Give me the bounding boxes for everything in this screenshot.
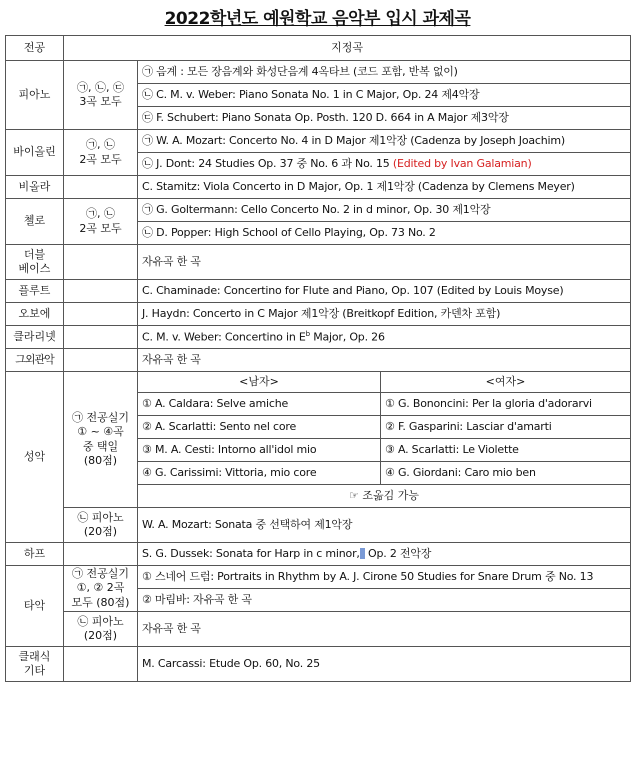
voice-female-piece-3: ③ A. Scarlatti: Le Violette [381,439,631,462]
clarinet-piece [138,326,631,349]
viola-group [64,176,138,199]
voice-piano-piece: W. A. Mozart: Sonata 중 선택하여 제1악장 [138,508,631,543]
harp-piece [138,543,631,566]
voice-row [6,508,631,543]
clarinet-group [64,326,138,349]
major-oboe: 오보에 [6,303,64,326]
voice-group-2: ㉡ 피아노 (20점) [64,508,138,543]
major-viola: 비올라 [6,176,64,199]
voice-male-piece-2: ② A. Scarlatti: Sento nel core [138,416,381,439]
clarinet-piece-text-end: Major, Op. 26 [309,330,385,344]
violin-piece-2-editor: (Edited by Ivan Galamian) [392,156,532,170]
major-percussion: 타악 [6,566,64,647]
clarinet-flat-sign: b [305,329,310,338]
percussion-row [6,566,631,589]
percussion-piano-piece: 자유곡 한 곡 [138,612,631,647]
voice-female-piece-4: ④ G. Giordani: Caro mio ben [381,462,631,485]
violin-piece-1: ㉠ W. A. Mozart: Concerto No. 4 in D Major 제1악장 (Cadenza by Joseph Joachim) [138,130,631,153]
piano-piece-2: ㉡ C. M. v. Weber: Piano Sonata No. 1 in C Major, Op. 24 제4악장 [138,84,631,107]
header-row [6,36,631,61]
major-voice: 성악 [6,372,64,543]
piano-piece-1: ㉠ 음계 : 모든 장음계와 화성단음계 4옥타브 (코드 포함, 반복 없이) [138,61,631,84]
doublebass-piece: 자유곡 한 곡 [138,245,631,280]
harp-piece-text-end: Op. 2 전악장 [364,546,432,560]
guitar-piece: M. Carcassi: Etude Op. 60, No. 25 [138,647,631,682]
major-guitar: 클래식 기타 [6,647,64,682]
harp-group [64,543,138,566]
guitar-row [6,647,631,682]
voice-female-piece-1: ① G. Bononcini: Per la gloria d'adorarvi [381,393,631,416]
major-flute: 플루트 [6,280,64,303]
percussion-piece-2: ② 마림바: 자유곡 한 곡 [138,589,631,612]
cello-group: ㉠, ㉡ 2곡 모두 [64,199,138,245]
voice-male-piece-3: ③ M. A. Cesti: Intorno all'idol mio [138,439,381,462]
cello-row [6,199,631,222]
guitar-group [64,647,138,682]
doublebass-group [64,245,138,280]
major-harp: 하프 [6,543,64,566]
violin-piece-2 [138,153,631,176]
clarinet-piece-text: C. M. v. Weber: Concertino in E [142,330,306,344]
piano-piece-3: ㉢ F. Schubert: Piano Sonata Op. Posth. 120 D. 664 in A Major 제3악장 [138,107,631,130]
voice-female-piece-2: ② F. Gasparini: Lasciar d'amarti [381,416,631,439]
voice-male-piece-4: ④ G. Carissimi: Vittoria, mio core [138,462,381,485]
voice-female-header: <여자> [381,372,631,393]
viola-row [6,176,631,199]
violin-group: ㉠, ㉡ 2곡 모두 [64,130,138,176]
violin-row [6,130,631,153]
percussion-piece-1: ① 스네어 드럼: Portraits in Rhythm by A. J. Cirone 50 Studies for Snare Drum 중 No. 13 [138,566,631,589]
harp-piece-text: S. G. Dussek: Sonata for Harp in c minor, [142,546,360,560]
oboe-row [6,303,631,326]
percussion-group-2: ㉡ 피아노 (20점) [64,612,138,647]
piano-row [6,61,631,84]
clarinet-row [6,326,631,349]
oboe-piece: J. Haydn: Concerto in C Major 제1악장 (Breitkopf Edition, 카덴차 포함) [138,303,631,326]
viola-piece: C. Stamitz: Viola Concerto in D Major, Op. 1 제1악장 (Cadenza by Clemens Meyer) [138,176,631,199]
voice-male-piece-1: ① A. Caldara: Selve amiche [138,393,381,416]
header-major: 전공 [6,36,64,61]
percussion-row [6,612,631,647]
major-piano: 피아노 [6,61,64,130]
percussion-group-1: ㉠ 전공실기 ①, ② 2곡 모두 (80점) [64,566,138,612]
flute-piece: C. Chaminade: Concertino for Flute and Piano, Op. 107 (Edited by Louis Moyse) [138,280,631,303]
page-title: 2022학년도 예원학교 음악부 입시 과제곡 [164,9,471,29]
other-winds-row [6,349,631,372]
violin-piece-2-text: ㉡ J. Dont: 24 Studies Op. 37 중 No. 6 과 No. 15 [142,156,393,170]
cello-piece-1: ㉠ G. Goltermann: Cello Concerto No. 2 in d minor, Op. 30 제1악장 [138,199,631,222]
other-winds-piece: 자유곡 한 곡 [138,349,631,372]
voice-row [6,372,631,393]
header-pieces: 지정곡 [64,36,631,61]
flute-row [6,280,631,303]
major-cello: 첼로 [6,199,64,245]
harp-row [6,543,631,566]
major-clarinet: 클라리넷 [6,326,64,349]
voice-male-header: <남자> [138,372,381,393]
piano-group: ㉠, ㉡, ㉢ 3곡 모두 [64,61,138,130]
doublebass-row [6,245,631,280]
other-winds-group [64,349,138,372]
cello-piece-2: ㉡ D. Popper: High School of Cello Playing, Op. 73 No. 2 [138,222,631,245]
audition-pieces-table [5,35,631,682]
oboe-group [64,303,138,326]
voice-group-1: ㉠ 전공실기 ① ~ ④곡 중 택일 (80점) [64,372,138,508]
voice-transpose-note: ☞ 조옮김 가능 [138,485,631,508]
major-violin: 바이올린 [6,130,64,176]
major-doublebass: 더블 베이스 [6,245,64,280]
flute-group [64,280,138,303]
major-other-winds: 그외관악 [6,349,64,372]
